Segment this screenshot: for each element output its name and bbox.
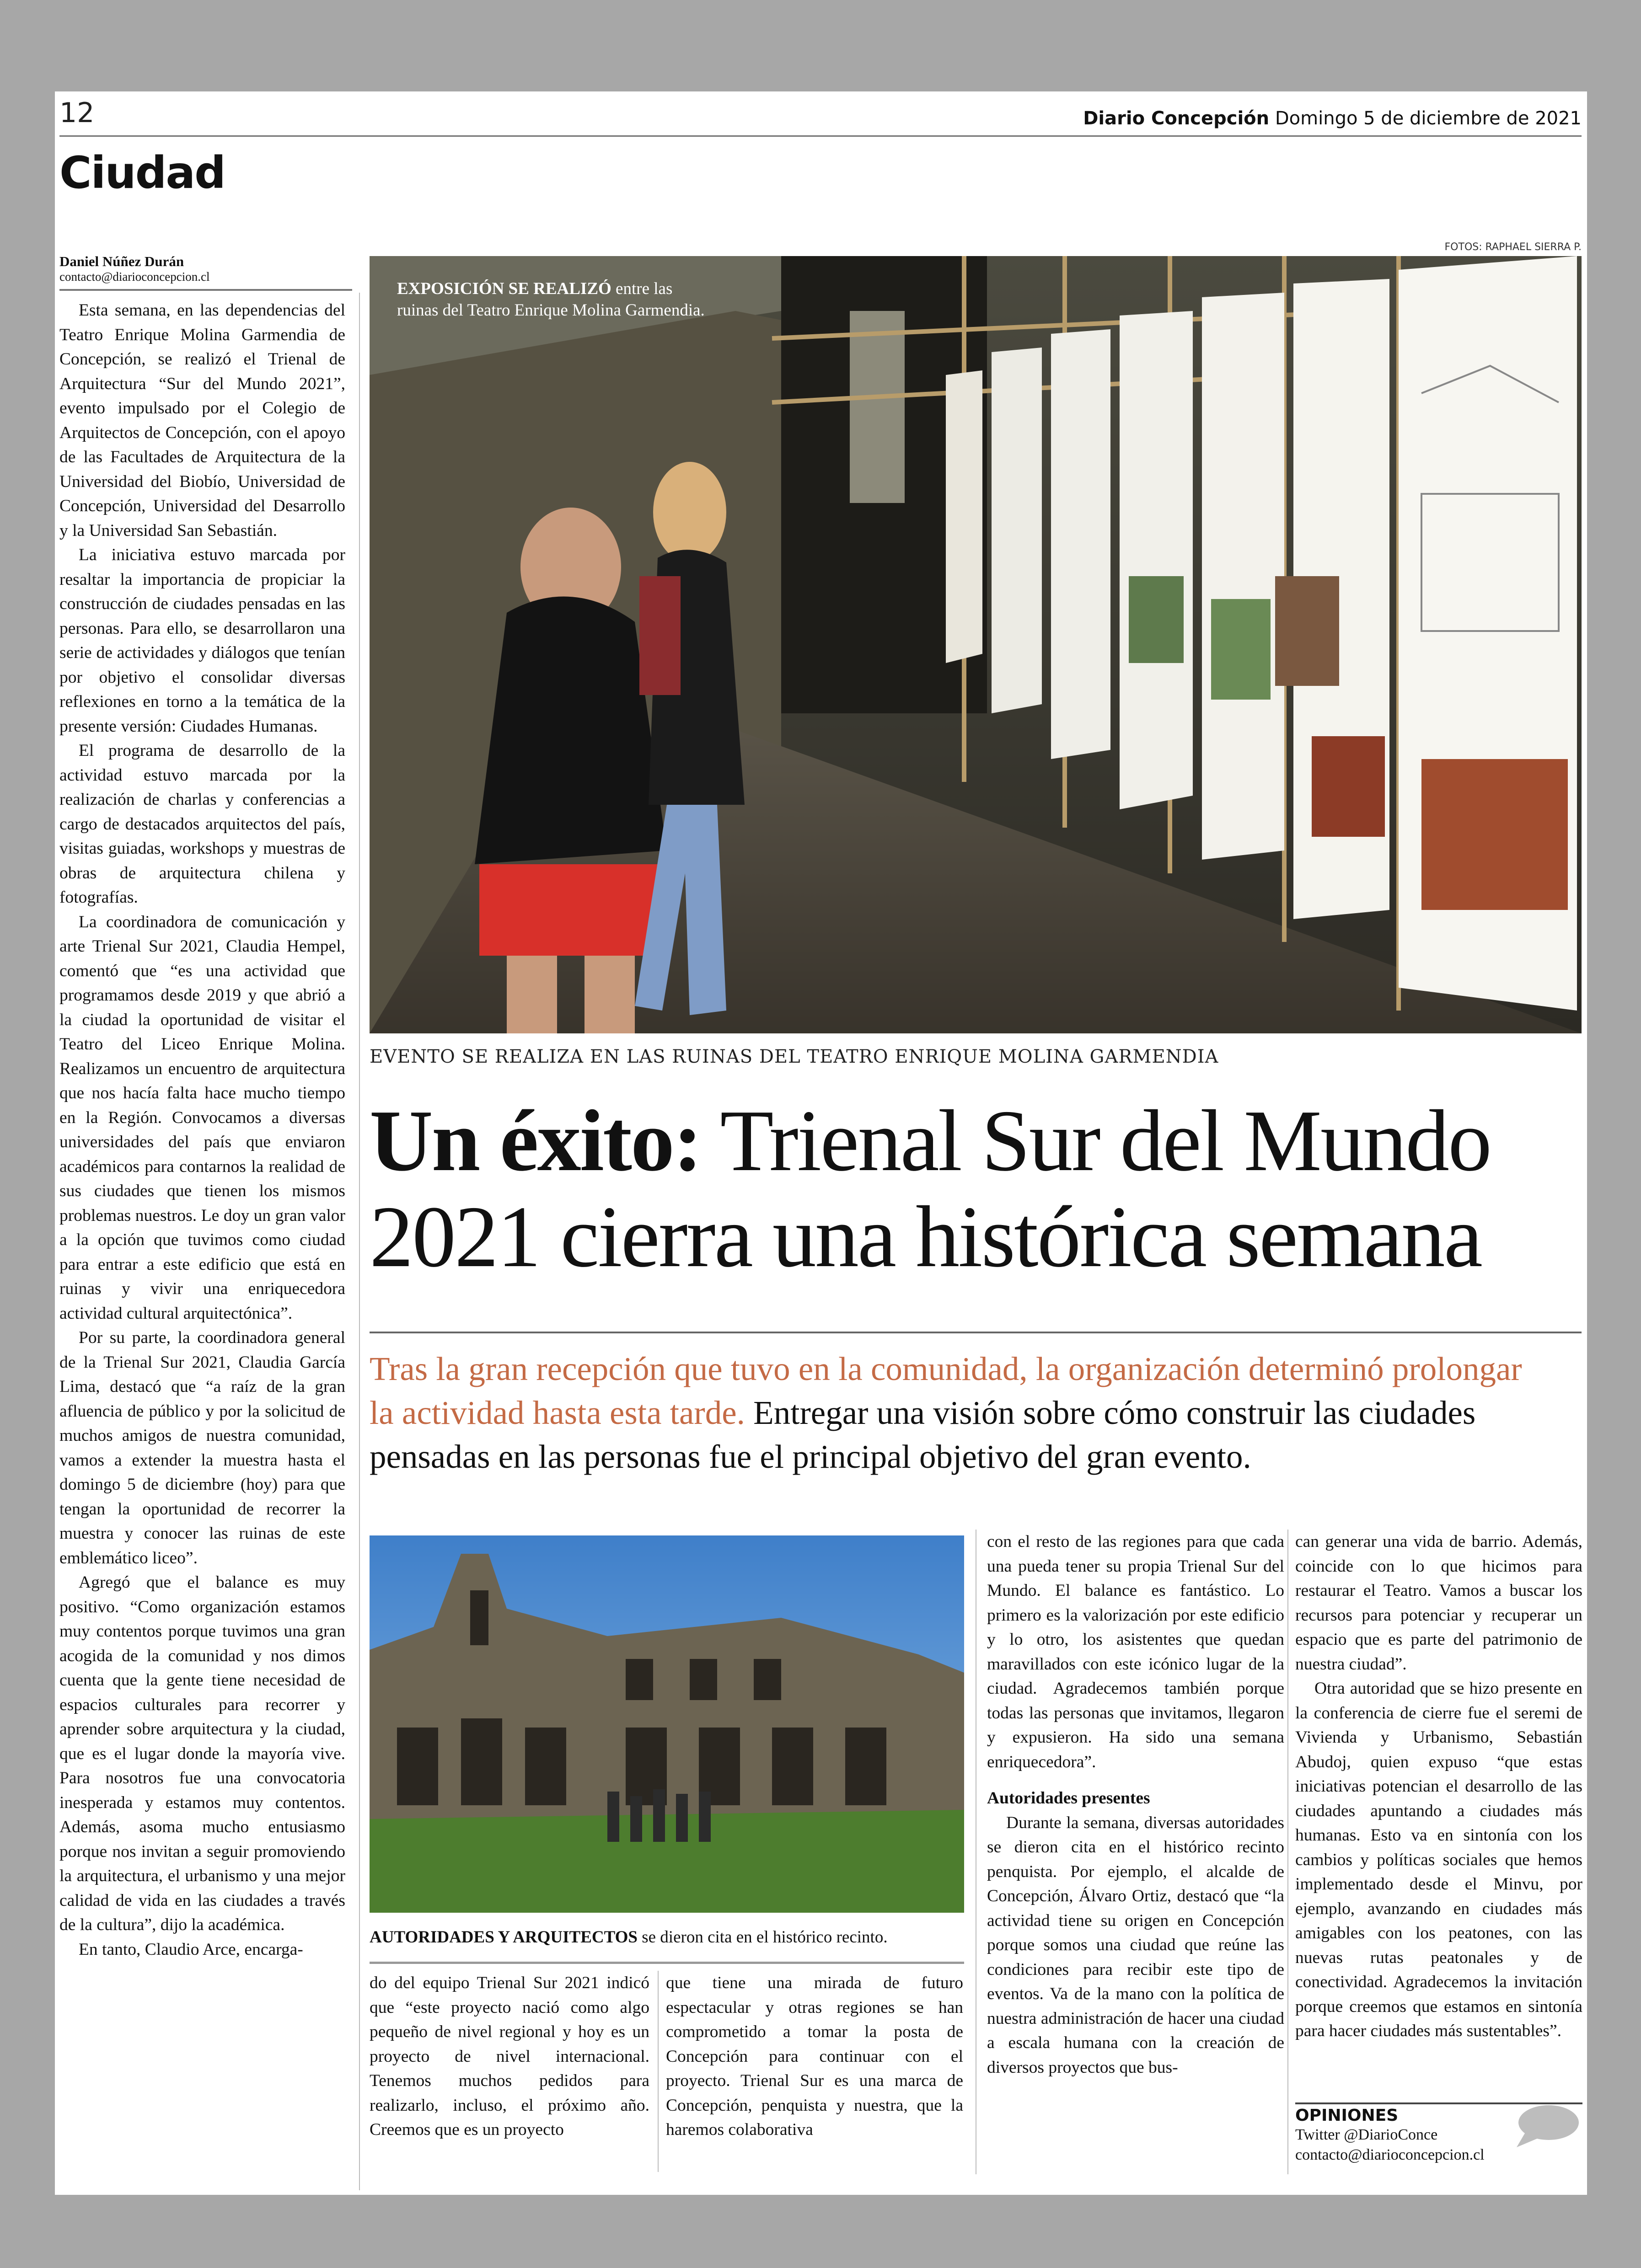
article-column-3 [666, 1971, 963, 2142]
article-column-4 [987, 1530, 1284, 2080]
subhead: Autoridades presentes [987, 1789, 1150, 1808]
header-rule [59, 135, 1582, 137]
paragraph: Otra autoridad que se hizo presente en la conferencia de cierre fue el seremi de Vivienda y Urbanismo, Sebastián Abudoj, quien expuso “que estas iniciativas potencian el desarrollo de las ciudades apuntando a ciudades más humanas. Esto va en sintonía con los cambios y políticas sociales que hemos implementado desde el Minvu, por ejemplo, avanzando en ciudades más amigables con los peatones, con las nuevas rutas peatonales y de conectividad. Agradecemos la invitación porque creemos que estamos en sintonía para hacer ciudades más sustentables”. [1295, 1679, 1582, 2040]
headline-rule [370, 1332, 1582, 1333]
kicker: EVENTO SE REALIZA EN LAS RUINAS DEL TEATRO ENRIQUE MOLINA GARMENDIA [370, 1043, 1339, 1067]
paragraph: En tanto, Claudio Arce, encarga- [79, 1940, 303, 1959]
caption-text: entre las ruinas del Teatro Enrique Molina Garmendia. [397, 279, 705, 320]
newspaper-name: Diario Concepción [1083, 108, 1270, 129]
author-name: Daniel Núñez Durán [59, 253, 184, 269]
column-divider [359, 293, 360, 2190]
ruins-photo-image [370, 1535, 964, 1913]
opiniones-twitter: Twitter @DiarioConce [1295, 2126, 1438, 2143]
ruins-photo [370, 1535, 964, 1913]
deck-text: Entregar una visión sobre cómo construir las ciudades pensadas en las personas fue el principal objetivo del gran evento. [370, 1394, 1476, 1475]
headline-line2: 2021 cierra una histórica semana [370, 1188, 1481, 1285]
caption-rule [370, 1962, 964, 1964]
opiniones-email: contacto@diarioconcepcion.cl [1295, 2146, 1485, 2163]
deck-accent: Tras la gran recepción que tuvo en la comunidad, la organización determinó prolongar la actividad hasta esta tarde. [370, 1350, 1522, 1431]
byline [59, 253, 352, 284]
issue-date: Domingo 5 de diciembre de 2021 [1275, 108, 1582, 129]
author-email: contacto@diarioconcepcion.cl [59, 270, 210, 284]
caption-lead: AUTORIDADES Y ARQUITECTOS [370, 1928, 638, 1947]
page-number: 12 [59, 97, 95, 129]
section-title: Ciudad [59, 147, 225, 198]
caption-lead: EXPOSICIÓN SE REALIZÓ [397, 279, 611, 298]
photo-credit: FOTOS: RAPHAEL SIERRA P. [1444, 241, 1582, 253]
byline-rule [59, 289, 352, 291]
column-divider [658, 1971, 659, 2172]
paragraph: El programa de desarrollo de la actividad estuvo marcada por la realización de charlas y conferencias a cargo de destacados arquitectos del país, visitas guiadas, workshops y muestras de obras de arquitectura chilena y fotografías. [59, 741, 345, 907]
deck [370, 1347, 1540, 1479]
paragraph: Agregó que el balance es muy positivo. “Como organización estamos muy contentos porque tuvimos una gran acogida de la comunidad y nos dimos cuenta que la gente tiene necesidad de espacios culturales para recorrer y aprender sobre arquitectura y la ciudad, que es el lugar donde la mayoría vive. Para nosotros fue una convocatoria inesperada y estamos muy contentos. Además, asoma mucho entusiasmo porque nos invitan a seguir promoviendo la arquitectura, el urbanismo y una mejor calidad de vida en las ciudades a través de la cultura”, dijo la académica. [59, 1573, 345, 1934]
exhibition-photo-image [370, 256, 1582, 1033]
headline-line1: Trienal Sur del Mundo [701, 1092, 1491, 1189]
article-column-1 [59, 298, 345, 1962]
headline [370, 1093, 1491, 1285]
speech-bubble-icon [1512, 2103, 1581, 2149]
paragraph: can generar una vida de barrio. Además, coincide con lo que hicimos para restaurar el Teatro. Vamos a buscar los recursos para potenciar y recuperar un espacio que es parte del patrimonio de nuestra ciudad”. [1295, 1532, 1582, 1674]
article-column-5 [1295, 1530, 1582, 2043]
paragraph: La coordinadora de comunicación y arte Trienal Sur 2021, Claudia Hempel, comentó que “es una actividad que programamos desde 2019 y que abrió a la ciudad la oportunidad de visitar el Teatro del Liceo Enrique Molina. Realizamos un encuentro de arquitectura que nos hacía falta hace mucho tiempo en la Región. Convocamos a diversas universidades del país que enviaron académicos para contarnos la realidad de sus ciudades que tienen los mismos problemas nuestros. Le doy un gran valor a la opción que tuvimos como ciudad para entrar a este edificio que está en ruinas y vivir una enriquecedora actividad cultural arquitectónica”. [59, 912, 345, 1323]
opiniones-title: OPINIONES [1295, 2106, 1399, 2125]
headline-bold: Un éxito: [370, 1092, 701, 1189]
paragraph: que tiene una mirada de futuro espectacular y otras regiones se han comprometido a tomar la posta de Concepción para continuar con el proyecto. Trienal Sur es una marca de Concepción, penquista y nuestra, que la haremos colaborativa [666, 1974, 963, 2139]
masthead [1083, 108, 1582, 129]
photo-caption [370, 1927, 964, 1947]
paragraph: Esta semana, en las dependencias del Teatro Enrique Molina Garmendia de Concepción, se realizó el Trienal de Arquitectura “Sur del Mundo 2021”, evento impulsado por el Colegio de Arquitectos de Concepción, con el apoyo de las Facultades de Arquitectura de la Universidad del Biobío, Universidad de Concepción, Universidad del Desarrollo y la Universidad San Sebastián. [59, 301, 345, 540]
photo-caption [397, 278, 717, 321]
paragraph: con el resto de las regiones para que cada una pueda tener su propia Trienal Sur del Mundo. El balance es fantástico. Lo primero es la valorización por este edificio y lo otro, los asistentes que quedan maravillados con este icónico lugar de la ciudad. Agradecemos también porque todas las personas que invitamos, llegaron y expusieron. Ha sido una semana enriquecedora”. [987, 1532, 1284, 1771]
exhibition-photo [370, 256, 1582, 1033]
article-column-2 [370, 1971, 649, 2142]
paragraph: La iniciativa estuvo marcada por resaltar la importancia de propiciar la construcción de ciudades pensadas en las personas. Para ello, se desarrollaron una serie de actividades y diálogos que tenían por objetivo el consolidar diversas reflexiones en torno a la temática de la presente versión: Ciudades Humanas. [59, 546, 345, 736]
column-divider [1287, 1530, 1288, 2174]
caption-text: se dieron cita en el histórico recinto. [637, 1928, 888, 1947]
paragraph: Por su parte, la coordinadora general de la Trienal Sur 2021, Claudia García Lima, destacó que “a raíz de la gran afluencia de público y por la solicitud de muchos amigos de nuestra comunidad, vamos a extender la muestra hasta el domingo 5 de diciembre (hoy) para que tengan la oportunidad de recorrer la muestra y conocer las ruinas de este emblemático liceo”. [59, 1328, 345, 1567]
paragraph: Durante la semana, diversas autoridades se dieron cita en el histórico recinto penquista. Por ejemplo, el alcalde de Concepción, Álvaro Ortiz, destacó que “la actividad tiene su origen en Concepción porque somos una ciudad que reúne las condiciones para recibir este tipo de eventos. Va de la mano con la política de nuestra administración de hacer una ciudad a escala humana con la creación de diversos proyectos que bus- [987, 1813, 1284, 2077]
paragraph: do del equipo Trienal Sur 2021 indicó que “este proyecto nació como algo pequeño de nivel regional y hoy es un proyecto de nivel internacional. Tenemos muchos pedidos para realizarlo, incluso, el próximo año. Creemos que es un proyecto [370, 1974, 649, 2139]
